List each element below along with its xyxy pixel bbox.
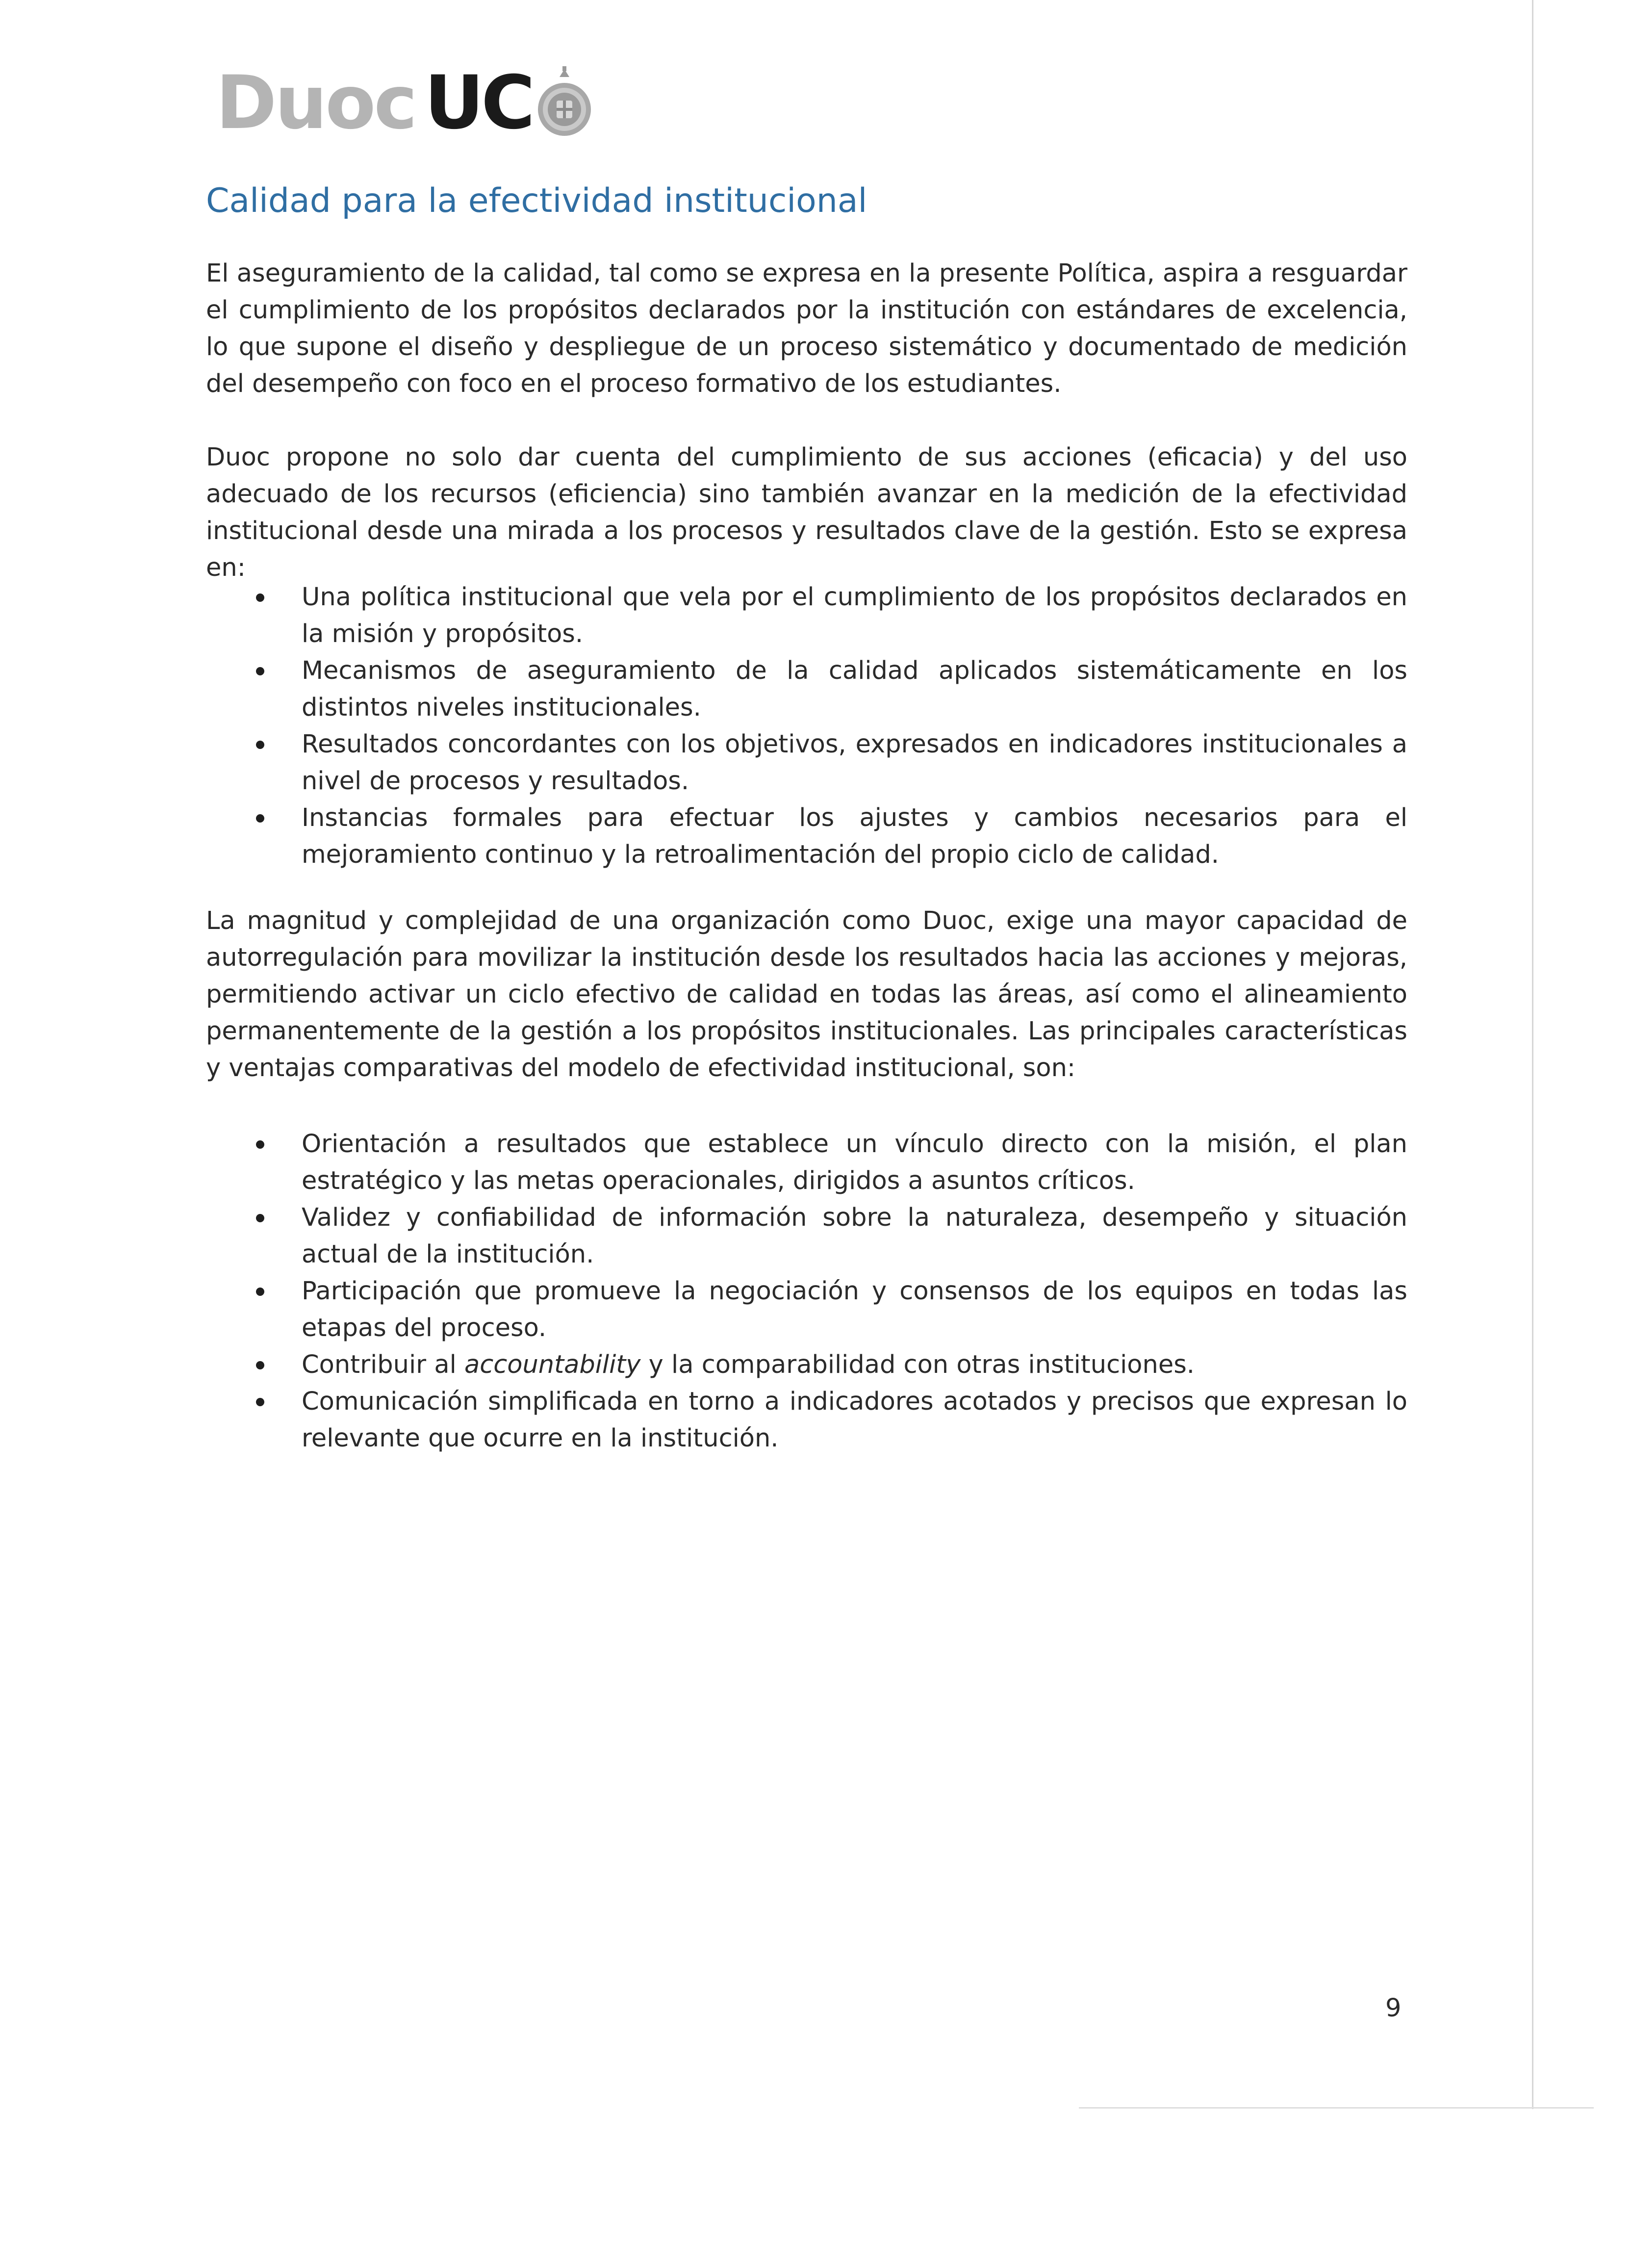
bullet-icon bbox=[256, 1288, 264, 1296]
bullet-list-characteristics bbox=[206, 1126, 1407, 1457]
bullet-icon bbox=[256, 814, 264, 823]
section-heading: Calidad para la efectividad institucional bbox=[206, 181, 867, 220]
list-item bbox=[206, 726, 1407, 799]
bullet-icon bbox=[256, 1140, 264, 1149]
bullet-list-expressions bbox=[206, 579, 1407, 873]
list-item bbox=[206, 1126, 1407, 1199]
bullet-icon bbox=[256, 1361, 264, 1369]
list-item-text-after: y la comparabilidad con otras instituciones. bbox=[640, 1350, 1195, 1379]
list-item-text: Comunicación simplificada en torno a indicadores acotados y precisos que expresan lo relevante que ocurre en la institución. bbox=[302, 1387, 1407, 1453]
page-edge-right bbox=[1532, 0, 1533, 2109]
page-edge-bottom bbox=[1079, 2107, 1594, 2109]
university-seal-icon bbox=[535, 66, 594, 140]
bullet-icon bbox=[256, 1398, 264, 1406]
list-item-text: Resultados concordantes con los objetivos, expresados en indicadores institucionales a nivel de procesos y resultados. bbox=[302, 730, 1407, 796]
bullet-icon bbox=[256, 667, 264, 675]
list-item-text bbox=[302, 1350, 1195, 1379]
page-number: 9 bbox=[1385, 1994, 1402, 2023]
bullet-icon bbox=[256, 593, 264, 602]
list-item-text-before: Contribuir al bbox=[302, 1350, 464, 1379]
paragraph-magnitude: La magnitud y complejidad de una organización como Duoc, exige una mayor capacidad de autorregulación para movilizar la institución desde los resultados hacia las acciones y mejoras, permitiendo activar un ciclo efectivo de calidad en todas las áreas, así como el alineamiento permanentemente de la gestión a los propósitos institucionales. Las principales características y ventajas comparativas del modelo de efectividad institucional, son: bbox=[206, 906, 1407, 1082]
list-item bbox=[206, 1383, 1407, 1457]
list-item bbox=[206, 1199, 1407, 1273]
list-item-text: Participación que promueve la negociación y consensos de los equipos en todas las etapas del proceso. bbox=[302, 1277, 1407, 1342]
bullet-icon bbox=[256, 741, 264, 749]
list-item-text: Instancias formales para efectuar los ajustes y cambios necesarios para el mejoramiento continuo y la retroalimentación del propio ciclo de calidad. bbox=[302, 803, 1407, 869]
list-item-text: Orientación a resultados que establece un vínculo directo con la misión, el plan estratégico y las metas operacionales, dirigidos a asuntos críticos. bbox=[302, 1130, 1407, 1195]
list-item bbox=[206, 652, 1407, 726]
logo-text-uc: UC bbox=[424, 60, 533, 146]
duoc-uc-logo bbox=[216, 61, 594, 145]
list-item-text-italic: accountability bbox=[464, 1350, 641, 1379]
list-item-text: Validez y confiabilidad de información sobre la naturaleza, desempeño y situación actual de la institución. bbox=[302, 1203, 1407, 1269]
list-item bbox=[206, 799, 1407, 873]
list-item-text: Mecanismos de aseguramiento de la calidad aplicados sistemáticamente en los distintos niveles institucionales. bbox=[302, 656, 1407, 722]
paragraph-proposal: Duoc propone no solo dar cuenta del cumplimiento de sus acciones (eficacia) y del uso adecuado de los recursos (eficiencia) sino también avanzar en la medición de la efectividad institucional desde una mirada a los procesos y resultados clave de la gestión. Esto se expresa en: bbox=[206, 443, 1407, 582]
list-item bbox=[206, 1346, 1407, 1383]
list-item-text: Una política institucional que vela por el cumplimiento de los propósitos declarados en la misión y propósitos. bbox=[302, 583, 1407, 648]
logo-text-duoc: Duoc bbox=[216, 60, 416, 146]
list-item bbox=[206, 579, 1407, 652]
paragraph-intro: El aseguramiento de la calidad, tal como se expresa en la presente Política, aspira a resguardar el cumplimiento de los propósitos declarados por la institución con estándares de excelencia, lo que supone el diseño y despliegue de un proceso sistemático y documentado de medición del desempeño con foco en el proceso formativo de los estudiantes. bbox=[206, 259, 1407, 398]
bullet-icon bbox=[256, 1214, 264, 1222]
list-item bbox=[206, 1273, 1407, 1346]
